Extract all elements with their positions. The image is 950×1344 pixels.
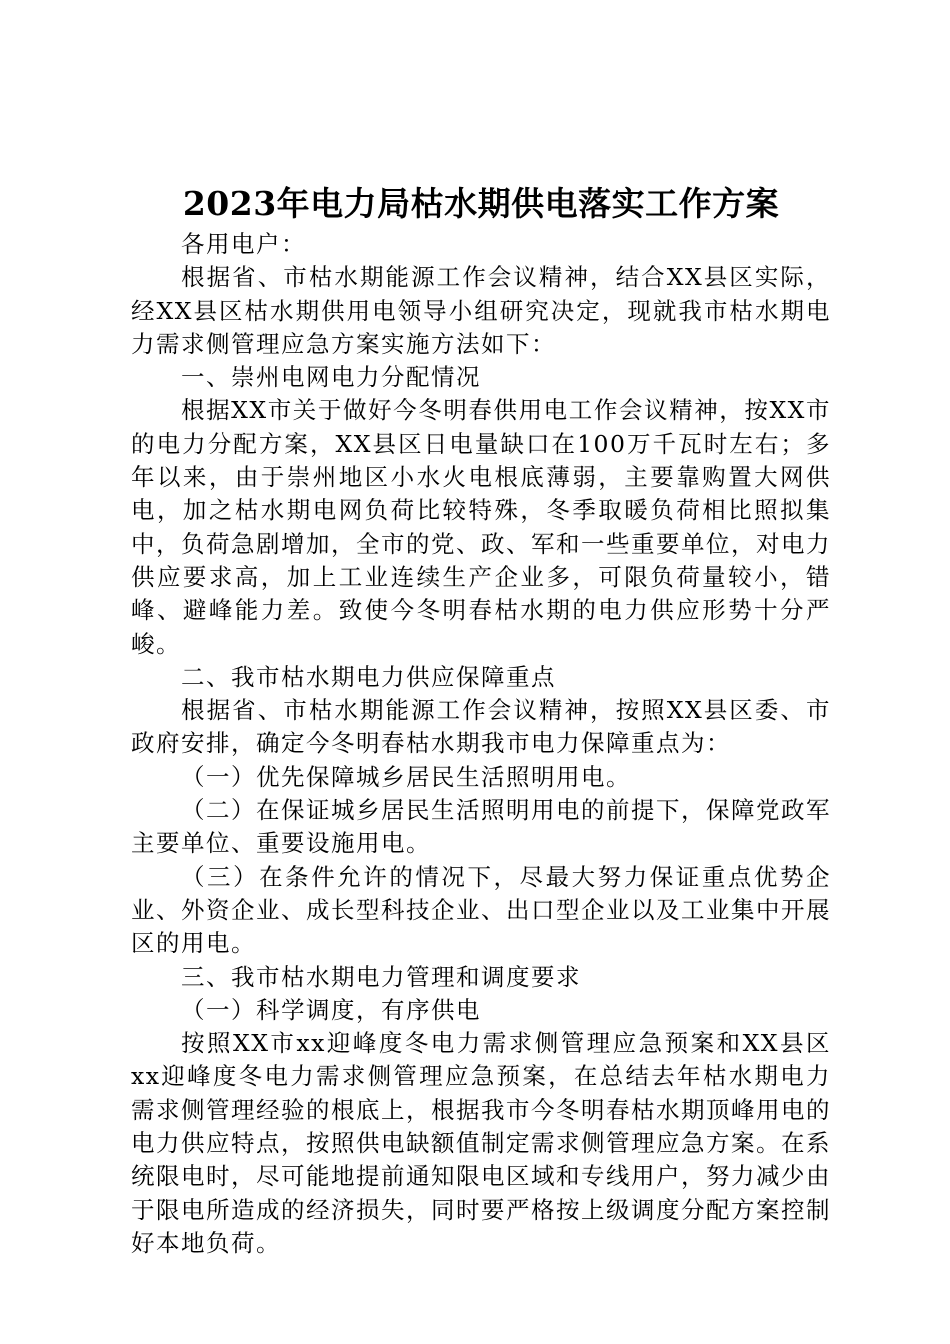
section-3-subheading-1: （一）科学调度，有序供电	[181, 995, 481, 1024]
section-1-paragraph: 根据XX市关于做好今冬明春供用电工作会议精神，按XX市的电力分配方案，XX县区日电量缺口在100万千瓦时左右；多年以来，由于崇州地区小水火电根底薄弱，主要靠购置大网供电，加之枯水期电网负荷比较特殊，冬季取暖负荷相比照拟集中，负荷急剧增加，全市的党、政、军和一些重要单位，对电力供应要求高，加上工业连续生产企业多，可限负荷量较小，错峰、避峰能力差。致使今冬明春枯水期的电力供应形势十分严峻。	[131, 396, 831, 658]
section-2-item-3: （三）在条件允许的情况下，尽最大努力保证重点优势企业、外资企业、成长型科技企业、出口型企业以及工业集中开展区的用电。	[131, 862, 831, 958]
section-2-paragraph: 根据省、市枯水期能源工作会议精神，按照XX县区委、市政府安排，确定今冬明春枯水期我市电力保障重点为：	[131, 696, 831, 758]
section-2-item-1: （一）优先保障城乡居民生活照明用电。	[181, 762, 631, 791]
document-page	[131, 180, 831, 1260]
section-heading-1: 一、崇州电网电力分配情况	[181, 363, 481, 392]
salutation: 各用电户：	[181, 230, 306, 258]
intro-paragraph: 根据省、市枯水期能源工作会议精神，结合XX县区实际，经XX县区枯水期供用电领导小组研究决定，现就我市枯水期电力需求侧管理应急方案实施方法如下：	[131, 263, 831, 358]
section-heading-2: 二、我市枯水期电力供应保障重点	[181, 662, 556, 691]
section-heading-3: 三、我市枯水期电力管理和调度要求	[181, 962, 581, 991]
section-2-item-2: （二）在保证城乡居民生活照明用电的前提下，保障党政军主要单位、重要设施用电。	[131, 796, 831, 858]
document-title: 2023年电力局枯水期供电落实工作方案	[182, 184, 780, 223]
section-3-paragraph: 按照XX市xx迎峰度冬电力需求侧管理应急预案和XX县区xx迎峰度冬电力需求侧管理应急预案，在总结去年枯水期电力需求侧管理经验的根底上，根据我市今冬明春枯水期顶峰用电的电力供应特点，按照供电缺额值制定需求侧管理应急方案。在系统限电时，尽可能地提前通知限电区域和专线用户，努力减少由于限电所造成的经济损失，同时要严格按上级调度分配方案控制好本地负荷。	[131, 1029, 831, 1257]
